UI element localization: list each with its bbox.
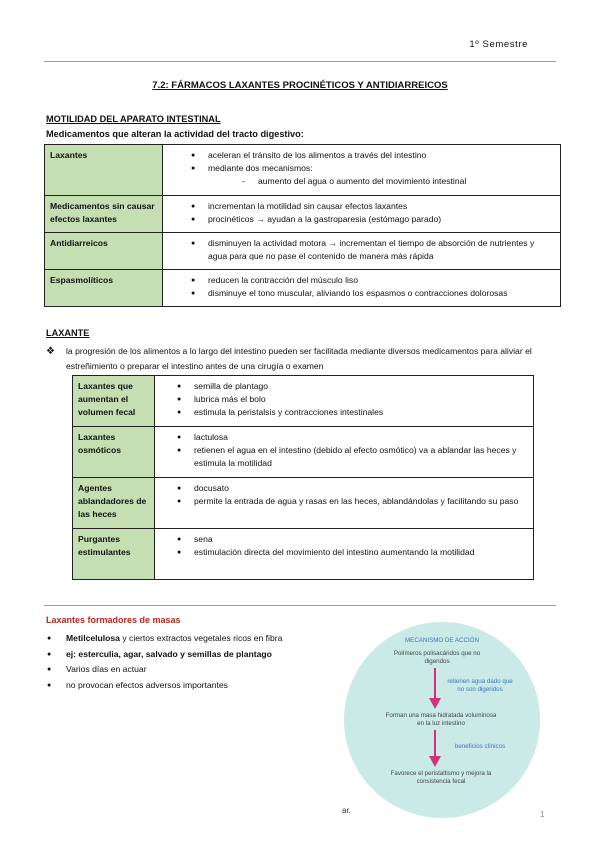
diagram-step-1: Polímeros polisacáridos que no digeridos	[393, 650, 481, 665]
row-label: Antidiarreicos	[45, 233, 163, 270]
table-row	[45, 233, 561, 270]
list-item: ● lubrica más el bolo	[174, 393, 528, 406]
list-item-bold: Metilcelulosa	[66, 633, 120, 643]
row-content	[163, 233, 561, 270]
list-item	[46, 631, 346, 647]
list-item: ● semilla de plantago	[174, 380, 528, 393]
list-item: ● permite la entrada de agua y rasas en las heces, ablandándolas y facilitando su paso	[174, 495, 528, 508]
table-row	[73, 529, 534, 580]
laxante-intro-text: la progresión de los alimentos a lo largo del intestino pueden ser facilitada mediante diversos medicamentos para aliviar el estreñimiento o preparar el intestino antes de una cirugía o examen	[66, 346, 532, 371]
section-divider	[44, 605, 556, 606]
row-label: Laxantes	[45, 145, 163, 196]
laxante-intro	[46, 344, 566, 374]
row-content	[163, 196, 561, 233]
motilidad-table	[44, 144, 561, 307]
diamond-bullet-icon: ❖	[46, 346, 55, 357]
row-content	[155, 478, 534, 529]
section-subheading-motilidad: Medicamentos que alteran la actividad del tracto digestivo:	[46, 129, 304, 139]
row-content	[155, 529, 534, 580]
footer-text: ar.	[342, 806, 351, 815]
list-item	[46, 662, 346, 678]
list-item-text: no provocan efectos adversos importantes	[66, 679, 228, 690]
diagram-title: MECANISMO DE ACCIÓN	[405, 637, 479, 644]
diagram-step-3: Favorece el peristaltismo y mejora la consistencia fecal	[390, 770, 492, 785]
list-item: ● disminuye el tono muscular, aliviando los espasmos o contracciones dolorosas	[188, 287, 555, 300]
list-item: ● retienen el agua en el intestino (debido al efecto osmótico) va a ablandar las heces y estimula la motilidad	[174, 444, 528, 470]
row-content	[163, 145, 561, 196]
list-item: ● docusato	[174, 482, 528, 495]
list-item: ● reducen la contracción del músculo liso	[188, 274, 555, 287]
list-item: ● aceleran el tránsito de los alimentos a través del intestino	[188, 149, 555, 162]
list-item: ● incrementan la motilidad sin causar efectos laxantes	[188, 200, 555, 213]
list-subitem: - aumento del agua o aumento del movimiento intestinal	[242, 175, 555, 188]
row-label: Medicamentos sin causar efectos laxantes	[45, 196, 163, 233]
list-item-text: y ciertos extractos vegetales ricos en fibra	[119, 633, 283, 643]
row-label: Laxantes que aumentan el volumen fecal	[73, 376, 155, 427]
list-item: ● mediante dos mecanismos:	[188, 162, 555, 175]
section-heading-laxante: LAXANTE	[46, 328, 90, 338]
masas-list	[46, 631, 346, 693]
list-item	[46, 647, 346, 663]
laxante-table	[72, 375, 534, 580]
diagram-step-2: Forman una masa hidratada voluminosa en la luz intestino	[385, 712, 497, 727]
row-label: Laxantes osmóticos	[73, 427, 155, 478]
diagram-note-2: beneficios clínicos	[454, 743, 506, 750]
list-item: ● estimula la peristalsis y contracciones intestinales	[174, 406, 528, 419]
semester-label: 1º Semestre	[469, 39, 528, 50]
row-content	[163, 270, 561, 307]
section-heading-motilidad: MOTILIDAD DEL APARATO INTESTINAL	[46, 114, 221, 124]
list-item: ● procinéticos → ayudan a la gastroparesia (estómago parado)	[188, 213, 555, 226]
list-item: ● estimulación directa del movimiento del intestino aumentando la motilidad	[174, 546, 528, 559]
header-divider	[44, 61, 556, 62]
table-row	[73, 376, 534, 427]
row-label: Agentes ablandadores de las heces	[73, 478, 155, 529]
row-label: Espasmolíticos	[45, 270, 163, 307]
table-row	[73, 478, 534, 529]
table-row	[45, 196, 561, 233]
page-title: 7.2: FÁRMACOS LAXANTES PROCINÉTICOS Y ANTIDIARREICOS	[152, 80, 448, 91]
row-content	[155, 376, 534, 427]
list-item: ● sena	[174, 533, 528, 546]
list-item: ● lactulosa	[174, 431, 528, 444]
table-row	[73, 427, 534, 478]
masas-title: Laxantes formadores de masas	[46, 615, 181, 625]
row-label: Purgantes estimulantes	[73, 529, 155, 580]
arrow-down-icon	[428, 668, 442, 710]
diagram-note-1: retienen agua dado que no son digeridos	[447, 678, 513, 693]
table-row	[45, 270, 561, 307]
row-content	[155, 427, 534, 478]
arrow-down-icon	[428, 730, 442, 768]
page-number: 1	[540, 810, 545, 819]
table-row	[45, 145, 561, 196]
list-item-bold: ej: esterculia, agar, salvado y semillas de plantago	[66, 648, 272, 659]
list-item: ● disminuyen la actividad motora → incrementan el tiempo de absorción de nutrientes y agua para que no pase el contenido de manera más rápida	[188, 237, 555, 263]
list-item	[46, 678, 346, 694]
list-item-text: Varios días en actuar	[66, 664, 147, 674]
